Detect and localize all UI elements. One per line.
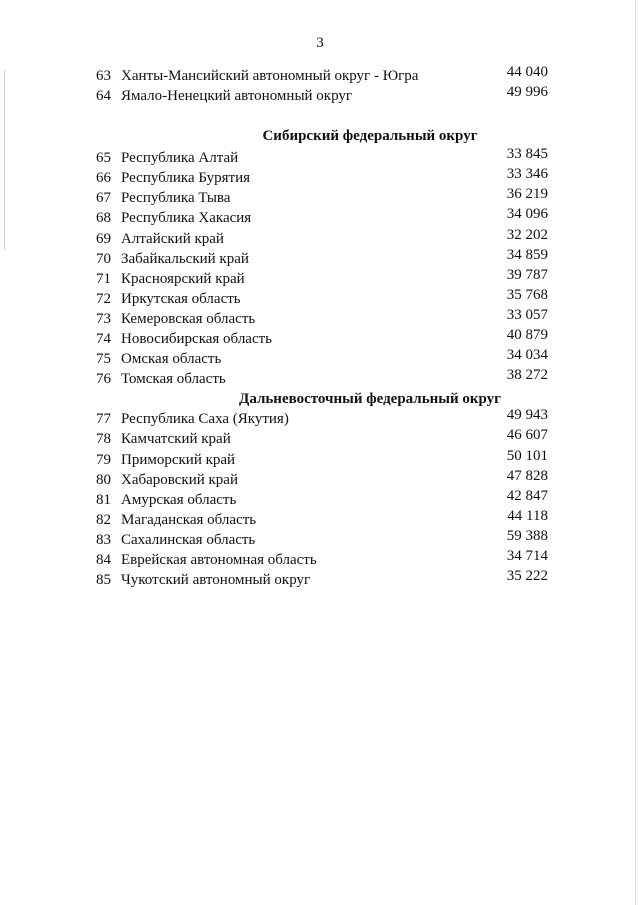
table-row [0, 369, 640, 389]
row-number: 70 [96, 250, 111, 267]
row-number: 79 [96, 451, 111, 468]
region-name: Магаданская область [121, 511, 257, 528]
region-name: Чукотский автономный округ [121, 572, 311, 589]
row-number: 75 [96, 351, 111, 368]
row-number: 72 [96, 290, 111, 307]
region-value: 34 096 [506, 206, 548, 223]
table-row [0, 86, 640, 106]
region-name: Ямало-Ненецкий автономный округ [121, 88, 353, 105]
top-rows-group [0, 66, 640, 106]
region-name: Иркутская область [121, 290, 241, 307]
far-eastern-district-heading: Дальневосточный федеральный округ [239, 391, 501, 408]
row-number: 84 [96, 551, 111, 568]
region-list [0, 66, 640, 590]
region-name: Омская область [121, 351, 222, 368]
region-value: 32 202 [506, 226, 548, 243]
row-number: 74 [96, 331, 111, 348]
region-name: Еврейская автономная область [121, 551, 317, 568]
region-name: Сахалинская область [121, 531, 256, 548]
region-name: Хабаровский край [121, 471, 238, 488]
row-number: 66 [96, 170, 111, 187]
region-value: 49 996 [506, 84, 548, 101]
region-name: Новосибирская область [121, 331, 273, 348]
row-number: 68 [96, 210, 111, 227]
region-value: 44 118 [507, 507, 548, 524]
row-number: 77 [96, 411, 111, 428]
row-number: 71 [96, 270, 111, 287]
region-value: 33 057 [506, 306, 548, 323]
row-number: 67 [96, 190, 111, 207]
row-number: 73 [96, 310, 111, 327]
row-number: 65 [96, 150, 111, 167]
region-value: 49 943 [506, 407, 548, 424]
region-name: Республика Саха (Якутия) [121, 411, 289, 428]
region-name: Приморский край [121, 451, 236, 468]
region-value: 34 714 [506, 547, 548, 564]
region-name: Республика Хакасия [121, 210, 252, 227]
region-value: 35 768 [506, 286, 548, 303]
region-value: 39 787 [506, 266, 548, 283]
siberian-district-heading: Сибирский федеральный округ [262, 128, 478, 145]
row-number: 82 [96, 511, 111, 528]
region-value: 35 222 [506, 568, 548, 585]
region-name: Кемеровская область [121, 310, 256, 327]
region-name: Красноярский край [121, 270, 245, 287]
region-value: 38 272 [506, 367, 548, 384]
region-name: Амурская область [121, 491, 237, 508]
row-number: 64 [96, 88, 111, 105]
far-eastern-rows-group [0, 409, 640, 590]
row-number: 83 [96, 531, 111, 548]
region-name: Камчатский край [121, 431, 231, 448]
region-value: 36 219 [506, 186, 548, 203]
row-number: 76 [96, 371, 111, 388]
region-name: Забайкальский край [121, 250, 249, 267]
row-number: 78 [96, 431, 111, 448]
siberian-rows-group [0, 148, 640, 389]
table-row [0, 570, 640, 590]
row-number: 81 [96, 491, 111, 508]
region-value: 46 607 [506, 427, 548, 444]
region-name: Республика Тыва [121, 190, 231, 207]
page-number: 3 [316, 35, 324, 51]
region-name: Республика Бурятия [121, 170, 251, 187]
row-number: 80 [96, 471, 111, 488]
region-name: Республика Алтай [121, 150, 239, 167]
region-value: 59 388 [506, 527, 548, 544]
region-name: Томская область [121, 371, 226, 388]
region-name: Алтайский край [121, 230, 224, 247]
region-value: 42 847 [506, 487, 548, 504]
region-value: 50 101 [506, 447, 548, 464]
region-name: Ханты-Мансийский автономный округ - Югра [121, 68, 419, 84]
region-value: 34 034 [506, 347, 548, 364]
section-gap [0, 106, 640, 124]
row-number: 69 [96, 230, 111, 247]
region-value: 33 845 [506, 146, 548, 163]
region-value: 44 040 [506, 64, 548, 80]
region-value: 33 346 [506, 166, 548, 183]
region-value: 47 828 [506, 467, 548, 484]
region-value: 40 879 [506, 327, 548, 344]
region-value: 34 859 [506, 246, 548, 263]
row-number: 63 [96, 68, 111, 84]
row-number: 85 [96, 572, 111, 589]
